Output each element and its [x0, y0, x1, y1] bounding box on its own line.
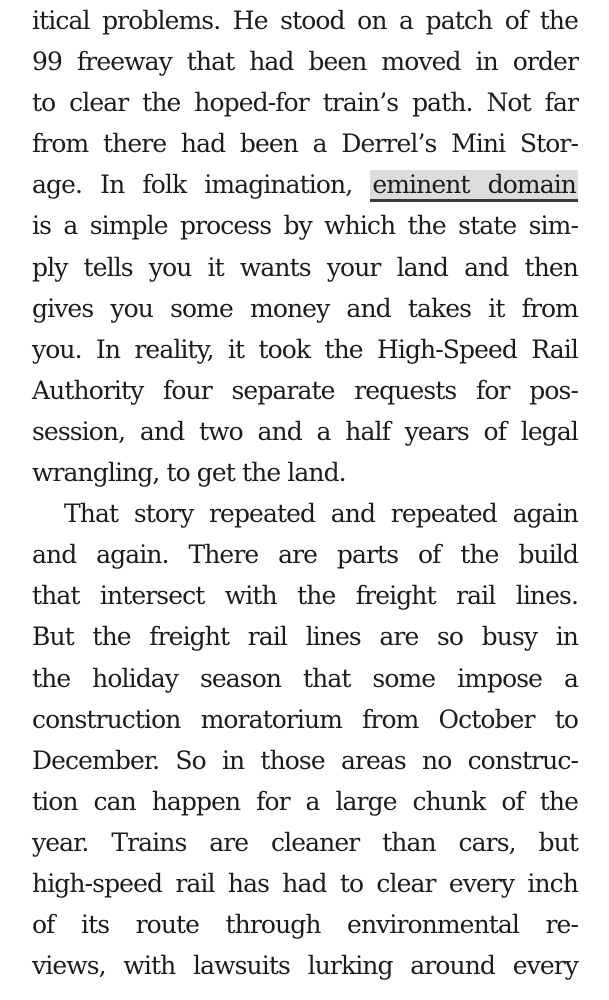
paragraph: [32, 493, 578, 986]
text-line: ply tells you it wants your land and then: [32, 252, 578, 282]
paragraph: [32, 0, 578, 493]
text-line: of its route through environmental re-: [32, 910, 578, 940]
text-line: that intersect with the freight rail lines.: [32, 581, 578, 611]
text-line: itical problems. He stood on a patch of the: [32, 6, 578, 35]
text-line: That story repeated and repeated again: [64, 499, 578, 529]
text-line: to clear the hoped-for train’s path. Not far: [32, 88, 578, 118]
text-line: is a simple process by which the state sim-: [32, 211, 578, 241]
text-line: gives you some money and takes it from: [32, 293, 578, 323]
text-line: the holiday season that some impose a: [32, 663, 578, 693]
text-line: 99 freeway that had been moved in order: [32, 47, 578, 77]
text-line: But the freight rail lines are so busy in: [32, 622, 578, 652]
text-line: year. Trains are cleaner than cars, but: [32, 827, 578, 857]
text-line: session, and two and a half years of legal: [32, 416, 578, 446]
text-line: Authority four separate requests for pos-: [32, 375, 578, 405]
text-line: and again. There are parts of the build: [32, 540, 578, 570]
text-line: [32, 164, 578, 205]
text-line: from there had been a Derrel’s Mini Stor-: [32, 129, 578, 159]
text-line: wrangling, to get the land.: [32, 458, 346, 488]
text-line: construction moratorium from October to: [32, 704, 578, 734]
text-line: views, with lawsuits lurking around every: [32, 951, 578, 981]
text-line: high-speed rail has had to clear every inch: [32, 868, 578, 898]
reading-pane: [32, 0, 578, 986]
text-line: you. In reality, it took the High-Speed Rail: [32, 334, 578, 364]
text-line: December. So in those areas no construc-: [32, 745, 578, 775]
text-segment: age. In folk imagination,: [32, 170, 371, 200]
text-line: tion can happen for a large chunk of the: [32, 786, 578, 816]
highlighted-text[interactable]: eminent domain: [370, 170, 578, 202]
